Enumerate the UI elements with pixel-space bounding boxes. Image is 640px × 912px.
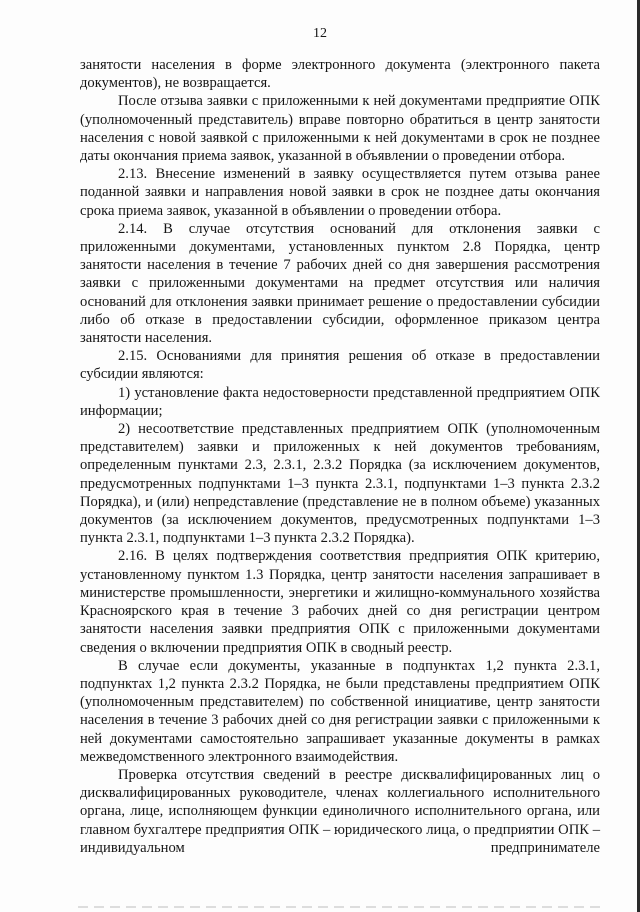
paragraph-continuation: занятости населения в форме электронного документа (электронного пакета документов), не возвращается. [80,57,600,92]
scan-edge-artifact [78,906,600,908]
paragraph-2-16: 2.16. В целях подтверждения соответствия предприятия ОПК критерию, установленному пунктом 1.3 Порядка, центр занятости населения запрашивает в министерстве промышленности, энергетики и жилищно-коммунального хозяйства Красноярского края в течение 3 рабочих дней со дня регистрации центром занятости населения заявки предприятия ОПК с приложенными документами сведения о включении предприятия ОПК в сводный реестр. [80,548,600,656]
paragraph-2-13: 2.13. Внесение изменений в заявку осуществляется путем отзыва ранее поданной заявки и направления новой заявки в срок не позднее даты окончания срока приема заявок, указанной в объявлении о проведении отбора. [80,166,600,219]
paragraph-2-15-item-2: 2) несоответствие представленных предприятием ОПК (уполномоченным представителем) заявки и приложенных к ней документов требованиям, определенным пунктами 2.3, 2.3.1, 2.3.2 Порядка (за исключением документов, предусмотренных подпунктами 1–3 пункта 2.3.1, подпунктами 1–3 пункта 2.3.2 Порядка), и (или) непредставление (представление не в полном объеме) указанных документов (за исключением документов, предусмотренных подпунктами 1–3 пункта 2.3.1, подпунктами 1–3 пункта 2.3.2 Порядка). [80,421,600,547]
paragraph-disqualification-check: Проверка отсутствия сведений в реестре дисквалифицированных лиц о дисквалифицированных руководителе, членах коллегиального исполнительного органа, лице, исполняющем функции единоличного исполнительного органа, или главном бухгалтере предприятия ОПК – юридического лица, о предприятии ОПК – индивидуальном предпринимателе [80,766,600,856]
paragraph-2-14: 2.14. В случае отсутствия оснований для отклонения заявки с приложенными документами, установленных пунктом 2.8 Порядка, центр занятости населения в течение 7 рабочих дней со дня завершения рассмотрения заявки с приложенными документами на предмет отсутствия или наличия оснований для отклонения заявки принимает решение о предоставлении субсидии либо об отказе в предоставлении субсидии, оформленное приказом центра занятости населения. [80,220,600,347]
document-body [80,56,600,857]
page-number: 12 [313,26,327,41]
paragraph-2-15: 2.15. Основаниями для принятия решения об отказе в предоставлении субсидии являются: [80,348,600,383]
paragraph-withdrawal-resubmit: После отзыва заявки с приложенными к ней документами предприятие ОПК (уполномоченный представитель) вправе повторно обратиться в центр занятости населения с новой заявкой с приложенными к ней документами в срок не позднее даты окончания приема заявок, указанной в объявлении о проведении отбора. [80,93,600,165]
paragraph-2-15-item-1: 1) установление факта недостоверности представленной предприятием ОПК информации; [80,384,600,419]
paragraph-interagency-request: В случае если документы, указанные в подпунктах 1,2 пункта 2.3.1, подпунктах 1,2 пункта 2.3.2 Порядка, не были представлены предприятием ОПК (уполномоченным представителем) по собственной инициативе, центр занятости населения в течение 3 рабочих дней со дня регистрации заявки с приложенными к ней документами самостоятельно запрашивает указанные документы в рамках межведомственного электронного взаимодействия. [80,657,600,765]
